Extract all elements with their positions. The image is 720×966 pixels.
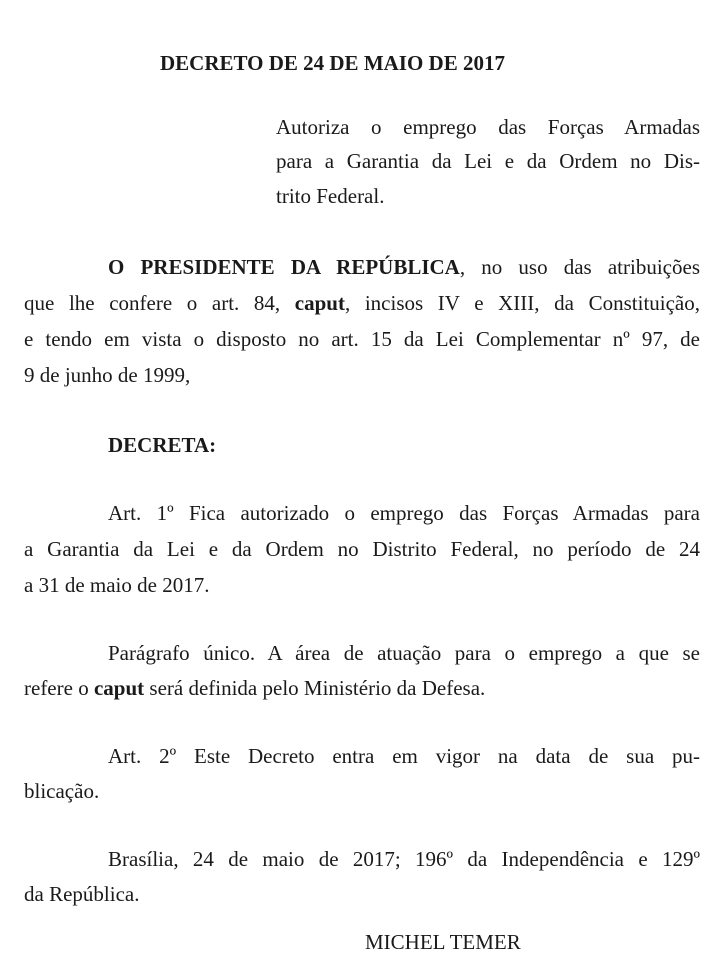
president-heading: O PRESIDENTE DA REPÚBLICA <box>108 255 460 279</box>
article-line: Art. 2º Este Decreto entra em vigor na data de sua pu- <box>108 744 700 768</box>
signature: MICHEL TEMER <box>365 930 521 954</box>
decree-title: DECRETO DE 24 DE MAIO DE 2017 <box>160 51 505 75</box>
preamble-text: que lhe confere o art. 84, <box>24 291 295 315</box>
preamble-text: , incisos IV e XIII, da Constituição, <box>344 291 701 315</box>
summary-line: trito Federal. <box>276 184 385 208</box>
preamble-line: 9 de junho de 1999, <box>24 363 191 387</box>
article-line: a 31 de maio de 2017. <box>24 573 210 597</box>
enacting-clause: DECRETA: <box>108 433 217 457</box>
article-line: a Garantia da Lei e da Ordem no Distrito Federal, no período de 24 <box>24 537 700 561</box>
closing-line: da República. <box>24 882 140 906</box>
caput-term: caput <box>93 676 145 700</box>
preamble-text: , no uso das atribuições <box>459 255 700 279</box>
paragraph-line <box>24 675 485 701</box>
paragraph-text: será definida pelo Ministério da Defesa. <box>144 676 486 700</box>
article-line: blicação. <box>24 779 100 803</box>
preamble-line <box>24 290 700 316</box>
caput-term: caput <box>294 291 345 315</box>
closing-line: Brasília, 24 de maio de 2017; 196º da Independência e 129º <box>108 847 700 871</box>
summary-line: para a Garantia da Lei e da Ordem no Dis- <box>276 149 700 173</box>
article-line: Art. 1º Fica autorizado o emprego das Forças Armadas para <box>108 501 700 525</box>
paragraph-line: Parágrafo único. A área de atuação para o emprego a que se <box>108 641 700 665</box>
summary-line: Autoriza o emprego das Forças Armadas <box>276 115 700 139</box>
preamble-line <box>24 254 700 280</box>
paragraph-text: refere o <box>24 676 94 700</box>
preamble-line: e tendo em vista o disposto no art. 15 da Lei Complementar nº 97, de <box>24 327 700 351</box>
